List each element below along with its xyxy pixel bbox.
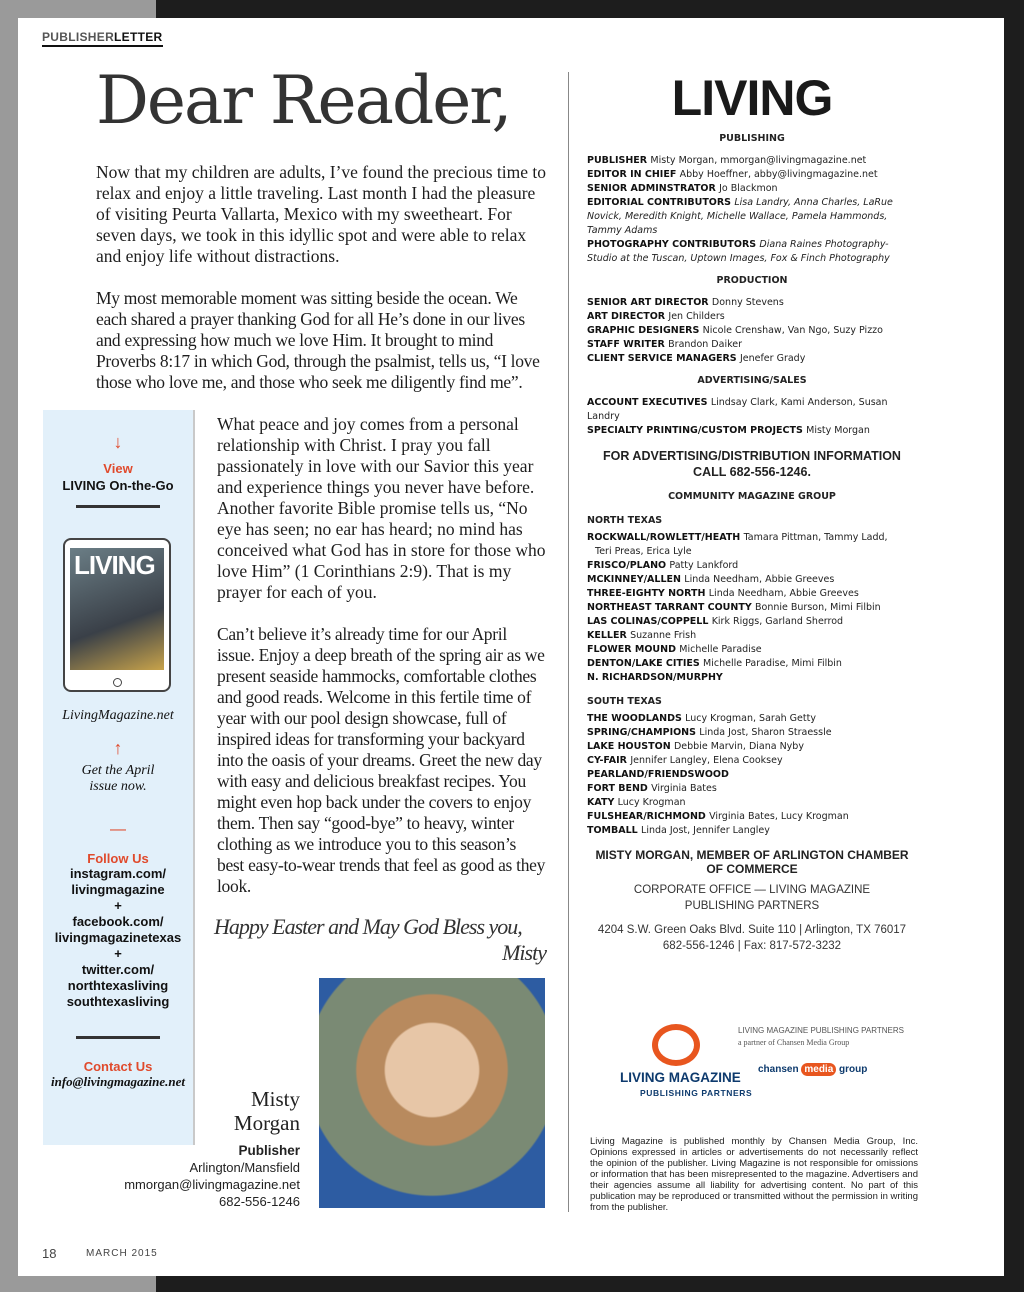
cta-line-2: CALL 682-556-1246. [693,465,811,479]
masthead-names: Lisa Landry, Anna Charles, LaRue Novick, Meredith Knight, Michelle Wallace, Pamela Hammonds, Tammy Adams [587,197,893,236]
masthead-names: Nicole Crenshaw, Van Ngo, Suzy Pizzo [702,325,883,336]
masthead-role: EDITORIAL CONTRIBUTORS [587,197,735,208]
masthead-names: Misty Morgan, mmorgan@livingmagazine.net [650,155,867,166]
masthead-names: Jen Childers [668,311,725,322]
sidebar-rule [76,505,160,508]
masthead-production-head: PRODUCTION [716,275,788,286]
masthead-role: SENIOR ART DIRECTOR [587,297,712,308]
masthead-row [587,545,917,559]
masthead-names: Lucy Krogman, Sarah Getty [685,713,816,724]
living-magazine-logo-icon [652,1024,700,1066]
page-number: 18 [42,1246,57,1261]
section-label-part2: LETTER [114,30,163,44]
north-texas-list [587,531,917,685]
office-address: 4204 S.W. Green Oaks Blvd. Suite 110 | Arlington, TX 76017 [597,924,907,936]
letter-paragraph-4: Can’t believe it’s already time for our April issue. Enjoy a deep breath of the spring air as we present seaside hammocks, comfortable clothes and good reads. Welcome in this fertile time of year with our pool design showcase, full of inspired ideas for transforming your backyard into the oasis of your dreams. Greet the new day with easy and delicious breakfast recipes. You might even hop back under the covers to enjoy them. Then say “good-bye” to heavy, winter clothing as we introduce you to this season’s best easy-to-wear trends that feel as good as they look. [217,624,546,896]
masthead-names: Bonnie Burson, Mimi Filbin [755,602,881,613]
masthead-row [587,671,917,685]
sidebar-dash: — [110,821,126,838]
masthead-row [587,324,917,338]
masthead-names: Abby Hoeffner, abby@livingmagazine.net [679,169,878,180]
masthead-role: CLIENT SERVICE MANAGERS [587,353,740,364]
letter-paragraph-3: What peace and joy comes from a personal relationship with Christ. I pray you fall passionately in love with our Savior this year and experience things you never have before. Another favorite Bible promise tells us, “No eye has seen; no ear has heard; no mind has conceived what God has in store for those who love Him” (1 Corinthians 2:9). That is my prayer for each of you. [217,414,546,602]
masthead-row [587,182,917,196]
frame-top-left [0,0,156,18]
chamber-note: MISTY MORGAN, MEMBER OF ARLINGTON CHAMBER OF COMMERCE [595,848,909,876]
masthead-names: Jenefer Grady [739,353,806,364]
masthead-row [587,396,917,424]
sidebar-email-link[interactable]: info@livingmagazine.net [51,1074,185,1089]
sidebar-follow-label: Follow Us [87,851,149,866]
social-line: + [114,946,122,961]
social-line[interactable]: instagram.com/ [69,866,167,881]
masthead-names: Virginia Bates [651,783,717,794]
masthead-names: Suzanne Frish [630,630,697,641]
masthead-role: N. RICHARDSON/MURPHY [587,672,723,683]
sidebar-view-label: View [103,461,133,476]
masthead-production-list [587,296,917,366]
masthead-names: Michelle Paradise [679,644,762,655]
publisher-title: Publisher [238,1143,300,1158]
masthead-role: THREE-EIGHTY NORTH [587,588,709,599]
letter-greeting: Dear Reader, [96,62,511,139]
letter-signoff [214,914,546,966]
publisher-location: Arlington/Mansfield [189,1160,300,1175]
masthead-row [587,338,917,352]
masthead-row [587,629,917,643]
masthead-names: Patty Lankford [669,560,739,571]
masthead-role: FRISCO/PLANO [587,560,670,571]
sidebar-social-list [43,866,193,1010]
masthead-names: Teri Preas, Erica Lyle [595,546,692,557]
cta-line-1: FOR ADVERTISING/DISTRIBUTION INFORMATION [603,449,901,463]
frame-right [1004,0,1024,1292]
masthead-row [587,559,917,573]
tablet-screen [70,548,164,670]
masthead-row [587,601,917,615]
lm-logo-sub: PUBLISHING PARTNERS [640,1088,753,1098]
sidebar-april-note: Get the April issue now. [81,763,155,794]
masthead-row [587,768,917,782]
masthead-role: GRAPHIC DESIGNERS [587,325,703,336]
cm-logo-left: chansen [758,1064,799,1075]
masthead-row [587,424,917,438]
living-logo: LIVING [671,70,833,126]
masthead-role: FULSHEAR/RICHMOND [587,811,710,822]
masthead-role: MCKINNEY/ALLEN [587,574,685,585]
publisher-phone: 682-556-1246 [219,1194,300,1209]
office-line-1: CORPORATE OFFICE — LIVING MAGAZINE [633,884,871,896]
masthead-row [587,796,917,810]
publisher-last-name: Morgan [233,1111,300,1135]
masthead-role: SPECIALTY PRINTING/CUSTOM PROJECTS [587,425,807,436]
masthead-names: Jo Blackmon [719,183,778,194]
masthead-role: EDITOR IN CHIEF [587,169,680,180]
masthead-names: Donny Stevens [711,297,784,308]
masthead-publishing-list [587,154,917,266]
masthead-row [587,810,917,824]
publisher-email[interactable]: mmorgan@livingmagazine.net [124,1177,300,1192]
social-line[interactable]: southtexasliving [66,994,170,1009]
masthead-row [587,643,917,657]
masthead-names: Kirk Riggs, Garland Sherrod [711,616,844,627]
tablet-home-button-icon [113,678,122,687]
masthead-role: LAKE HOUSTON [587,741,674,752]
masthead-role: PHOTOGRAPHY CONTRIBUTORS [587,239,760,250]
masthead-row [587,712,917,726]
masthead-row [587,154,917,168]
masthead-names: Virginia Bates, Lucy Krogman [709,811,849,822]
social-line[interactable]: northtexasliving [67,978,169,993]
masthead-role: PUBLISHER [587,155,651,166]
sidebar-rule-bottom [76,1036,160,1039]
masthead-role: KELLER [587,630,631,641]
masthead-row [587,573,917,587]
letter-paragraph-2: My most memorable moment was sitting beside the ocean. We each shared a prayer thanking God for all He’s done in our lives and expressing how much we love Him. It brought to mind Proverbs 8:17 in which God, through the psalmist, tells us, “I love those who love me, and those who seek me diligently find me”. [96,288,540,392]
signoff-text: Happy Easter and May God Bless you, [214,914,522,939]
masthead-row [587,587,917,601]
masthead-row [587,657,917,671]
masthead-role: KATY [587,797,618,808]
masthead-row [587,824,917,838]
issue-month: MARCH 2015 [86,1248,158,1259]
cm-logo-mid: media [801,1063,836,1076]
cm-logo-right: group [839,1064,868,1075]
north-texas-head: NORTH TEXAS [587,515,663,526]
frame-top-right [156,0,1024,18]
masthead-names: Diana Raines Photography-Studio at the Tuscan, Uptown Images, Fox & Finch Photography [587,239,890,264]
chansen-media-logo [758,1064,867,1075]
masthead-row [587,238,917,266]
office-phones: 682-556-1246 | Fax: 817-572-3232 [662,940,842,952]
social-line: + [114,898,122,913]
masthead-row [587,310,917,324]
frame-left [0,0,18,1292]
social-line[interactable]: facebook.com/ [72,914,164,929]
masthead-row [587,531,917,545]
masthead-role: ART DIRECTOR [587,311,669,322]
masthead-role: TOMBALL [587,825,642,836]
masthead-ad-list [587,396,917,438]
masthead-row [587,740,917,754]
masthead-publishing-head: PUBLISHING [719,133,785,144]
masthead-role: FORT BEND [587,783,652,794]
letter-paragraph-1: Now that my children are adults, I’ve found the precious time to relax and enjoy a little traveling. Last month I had the pleasure of visiting Peurta Vallarta, Mexico with my sweetheart. For seven days, we took in this idyllic spot and were able to relax and enjoy life without distractions. [96,162,547,266]
cm-top-text: LIVING MAGAZINE PUBLISHING PARTNERS [738,1026,904,1035]
masthead-role: NORTHEAST TARRANT COUNTY [587,602,756,613]
sidebar-contact-label: Contact Us [83,1059,153,1074]
masthead-group-head: COMMUNITY MAGAZINE GROUP [668,491,836,502]
signature: Misty [502,940,546,965]
masthead-names: Lucy Krogman [617,797,686,808]
masthead-names: Jennifer Langley, Elena Cooksey [630,755,783,766]
masthead-row [587,726,917,740]
masthead-names: Linda Needham, Abbie Greeves [684,574,835,585]
disclaimer: Living Magazine is published monthly by Chansen Media Group, Inc. Opinions expressed in articles or advertisements do not necessarily reflect the opinion of the publisher. Living Magazine is not responsible for omissions or information that has been misrepresented to the magazine. Advertisers and their agencies assume all liability for advertising content. No part of this publication may be reproduced or transmitted without the permission in writing from the publisher. [590,1136,918,1213]
masthead-role: SENIOR ADMINSTRATOR [587,183,720,194]
column-divider [568,72,569,1212]
masthead-row [587,296,917,310]
publisher-info [100,1142,300,1210]
masthead-names: Lindsay Clark, Kami Anderson, Susan Landry [587,397,888,422]
masthead-role: ACCOUNT EXECUTIVES [587,397,711,408]
social-line[interactable]: twitter.com/ [81,962,155,977]
masthead-row [587,615,917,629]
masthead-role: LAS COLINAS/COPPELL [587,616,712,627]
corporate-office [587,882,917,954]
sidebar-site-link[interactable]: LivingMagazine.net [62,708,174,723]
masthead-row [587,352,917,366]
masthead-names: Michelle Paradise, Mimi Filbin [703,658,842,669]
publisher-name [230,1087,300,1135]
cm-sub-text: a partner of Chansen Media Group [738,1038,850,1047]
arrow-up-icon: ↑ [113,738,123,758]
masthead-role: SPRING/CHAMPIONS [587,727,700,738]
masthead-ad-head: ADVERTISING/SALES [697,375,807,386]
advertising-cta [587,448,917,480]
masthead-names: Misty Morgan [806,425,870,436]
partner-logos [620,1020,920,1104]
masthead-row [587,196,917,238]
masthead-names: Tamara Pittman, Tammy Ladd, [743,532,888,543]
masthead-role: DENTON/LAKE CITIES [587,658,704,669]
section-label [42,30,163,47]
masthead-row [587,168,917,182]
masthead [587,72,917,954]
sidebar-view-sub: LIVING On-the-Go [62,478,174,493]
south-texas-list [587,712,917,838]
sidebar [43,410,195,1145]
masthead-names: Debbie Marvin, Diana Nyby [673,741,804,752]
south-texas-head: SOUTH TEXAS [587,696,662,707]
masthead-role: PEARLAND/FRIENDSWOOD [587,769,729,780]
masthead-names: Linda Jost, Sharon Straessle [699,727,832,738]
masthead-names: Linda Jost, Jennifer Langley [641,825,770,836]
masthead-names: Linda Needham, Abbie Greeves [708,588,859,599]
masthead-role: CY-FAIR [587,755,631,766]
publisher-first-name: Misty [250,1087,300,1111]
tablet-logo: LIVING [74,550,155,580]
masthead-role: THE WOODLANDS [587,713,686,724]
lm-logo-title: LIVING MAGAZINE [620,1070,741,1085]
frame-bottom-right [156,1276,1024,1292]
masthead-role: STAFF WRITER [587,339,669,350]
masthead-names: Brandon Daiker [668,339,742,350]
section-label-part1: PUBLISHER [42,30,115,44]
tablet-cover-image[interactable] [63,538,171,692]
office-line-2: PUBLISHING PARTNERS [684,900,820,912]
masthead-role: FLOWER MOUND [587,644,680,655]
publisher-photo [319,978,545,1208]
social-line[interactable]: livingmagazine [71,882,165,897]
masthead-role: ROCKWALL/ROWLETT/HEATH [587,532,744,543]
social-line[interactable]: livingmagazinetexas [54,930,182,945]
arrow-down-icon: ↓ [113,432,123,452]
masthead-row [587,782,917,796]
masthead-row [587,754,917,768]
frame-bottom-left [0,1276,156,1292]
